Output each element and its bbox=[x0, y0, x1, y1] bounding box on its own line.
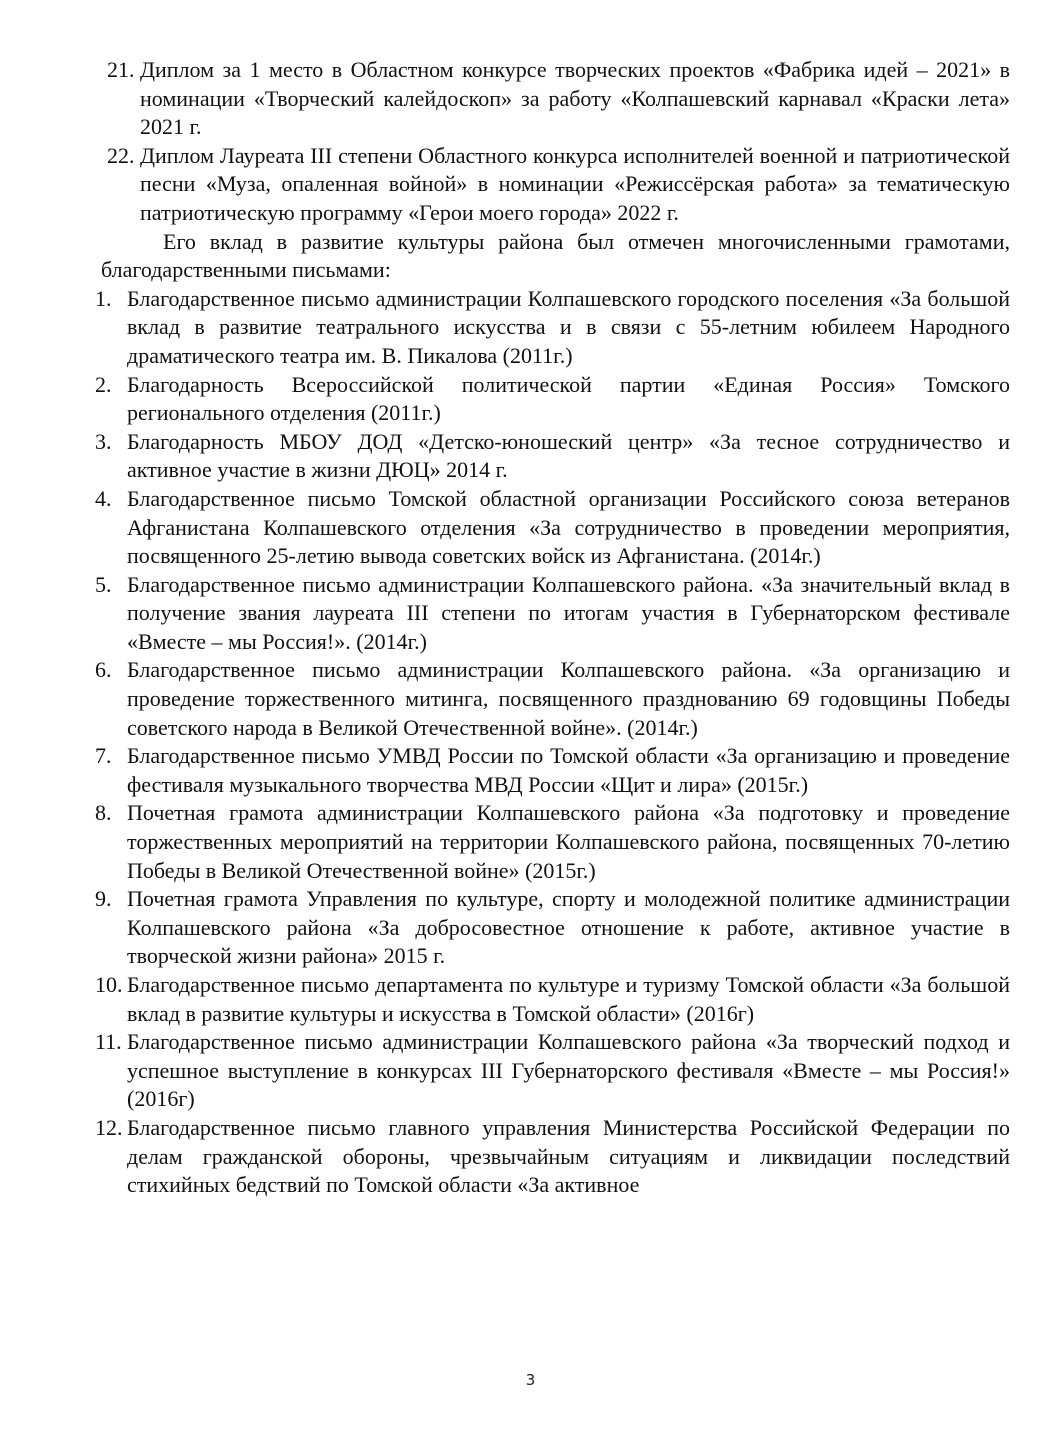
list-item-number: 11. bbox=[95, 1029, 122, 1055]
list-item-number: 21. bbox=[107, 57, 135, 82]
list-item bbox=[95, 571, 1010, 657]
list-item-text: Благодарность МБОУ ДОД «Детско-юношеский центр» «За тесное сотрудничество и активное участие в жизни ДЮЦ» 2014 г. bbox=[127, 428, 1010, 483]
list-item bbox=[95, 742, 1010, 799]
list-item bbox=[95, 971, 1010, 1028]
list-item-number: 8. bbox=[95, 800, 112, 826]
page-content bbox=[95, 56, 1010, 1200]
list-item-text: Благодарность Всероссийской политической партии «Единая Россия» Томского регионального отделения (2011г.) bbox=[127, 371, 1010, 426]
list-item-text: Почетная грамота администрации Колпашевского района «За подготовку и проведение торжественных мероприятий на территории Колпашевского района, посвященных 70-летию Победы в Великой Отечественной войне» (2015г.) bbox=[127, 800, 1010, 883]
list-item-number: 3. bbox=[95, 428, 112, 454]
list-item-text: Диплом Лауреата III степени Областного конкурса исполнителей военной и патриотической песни «Муза, опаленная войной» в номинации «Режиссёрская работа» за тематическую патриотическую программу «Герои моего города» 2022 г. bbox=[140, 142, 1010, 225]
list-item bbox=[95, 799, 1010, 885]
awards-list bbox=[95, 285, 1010, 1200]
list-item-text: Благодарственное письмо администрации Колпашевского района. «За значительный вклад в получение звания лауреата III степени по итогам участия в Губернаторском фестивале «Вместе – мы Россия!». (2014г.) bbox=[127, 571, 1010, 654]
list-item-number: 4. bbox=[95, 485, 112, 511]
diploma-list bbox=[95, 56, 1010, 228]
list-item-number: 7. bbox=[95, 743, 112, 769]
list-item-number: 22. bbox=[107, 142, 135, 168]
list-item bbox=[95, 428, 1010, 485]
list-item bbox=[95, 371, 1010, 428]
list-item-text: Благодарственное письмо Томской областной организации Российского союза ветеранов Афганистана Колпашевского отделения «За сотрудничество в проведении мероприятия, посвященного 25-летию вывода советских войск из Афганистана. (2014г.) bbox=[127, 485, 1010, 569]
list-item bbox=[95, 285, 1010, 371]
list-item-text: Благодарственное письмо администрации Колпашевского района «За творческий подход и успешное выступление в конкурсах III Губернаторского фестиваля «Вместе – мы Россия!» (2016г) bbox=[127, 1029, 1010, 1112]
list-item-text: Благодарственное письмо департамента по культуре и туризму Томской области «За большой вклад в развитие культуры и искусства в Томской области» (2016г) bbox=[127, 972, 1010, 1026]
list-item bbox=[95, 1028, 1010, 1114]
list-item-number: 9. bbox=[95, 886, 112, 912]
list-item-number: 12. bbox=[95, 1114, 123, 1140]
list-item bbox=[95, 885, 1010, 971]
list-item bbox=[95, 656, 1010, 742]
list-item-text: Диплом за 1 место в Областном конкурсе творческих проектов «Фабрика идей – 2021» в номинации «Творческий калейдоскоп» за работу «Колпашевский карнавал «Краски лета» 2021 г. bbox=[140, 57, 1010, 140]
page-number: 3 bbox=[525, 1371, 536, 1389]
list-item bbox=[95, 485, 1010, 571]
list-item bbox=[95, 142, 1010, 228]
list-item-number: 1. bbox=[95, 285, 112, 311]
list-item-number: 10. bbox=[95, 972, 123, 997]
intro-paragraph: Его вклад в развитие культуры района был отмечен многочисленными грамотами, благодарственными письмами: bbox=[101, 228, 1010, 283]
list-item-text: Благодарственное письмо администрации Колпашевского городского поселения «За большой вклад в развитие театрального искусства и в связи с 55-летним юбилеем Народного драматического театра им. В. Пикалова (2011г.) bbox=[127, 285, 1010, 368]
list-item-number: 5. bbox=[95, 571, 112, 597]
list-item-number: 2. bbox=[95, 371, 112, 397]
list-item-text: Благодарственное письмо УМВД России по Томской области «За организацию и проведение фестиваля музыкального творчества МВД России «Щит и лира» (2015г.) bbox=[127, 743, 1010, 797]
list-item-number: 6. bbox=[95, 657, 112, 683]
list-item-text: Благодарственное письмо главного управления Министерства Российской Федерации по делам гражданской обороны, чрезвычайным ситуациям и ликвидации последствий стихийных бедствий по Томской области «За активное bbox=[127, 1114, 1010, 1198]
list-item bbox=[95, 56, 1010, 142]
list-item-text: Благодарственное письмо администрации Колпашевского района. «За организацию и проведение торжественного митинга, посвященного празднованию 69 годовщины Победы советского народа в Великой Отечественной войне». (2014г.) bbox=[127, 657, 1010, 740]
list-item-text: Почетная грамота Управления по культуре, спорту и молодежной политике администрации Колпашевского района «За добросовестное отношение к работе, активное участие в творческой жизни района» 2015 г. bbox=[127, 886, 1010, 969]
list-item bbox=[95, 1114, 1010, 1200]
